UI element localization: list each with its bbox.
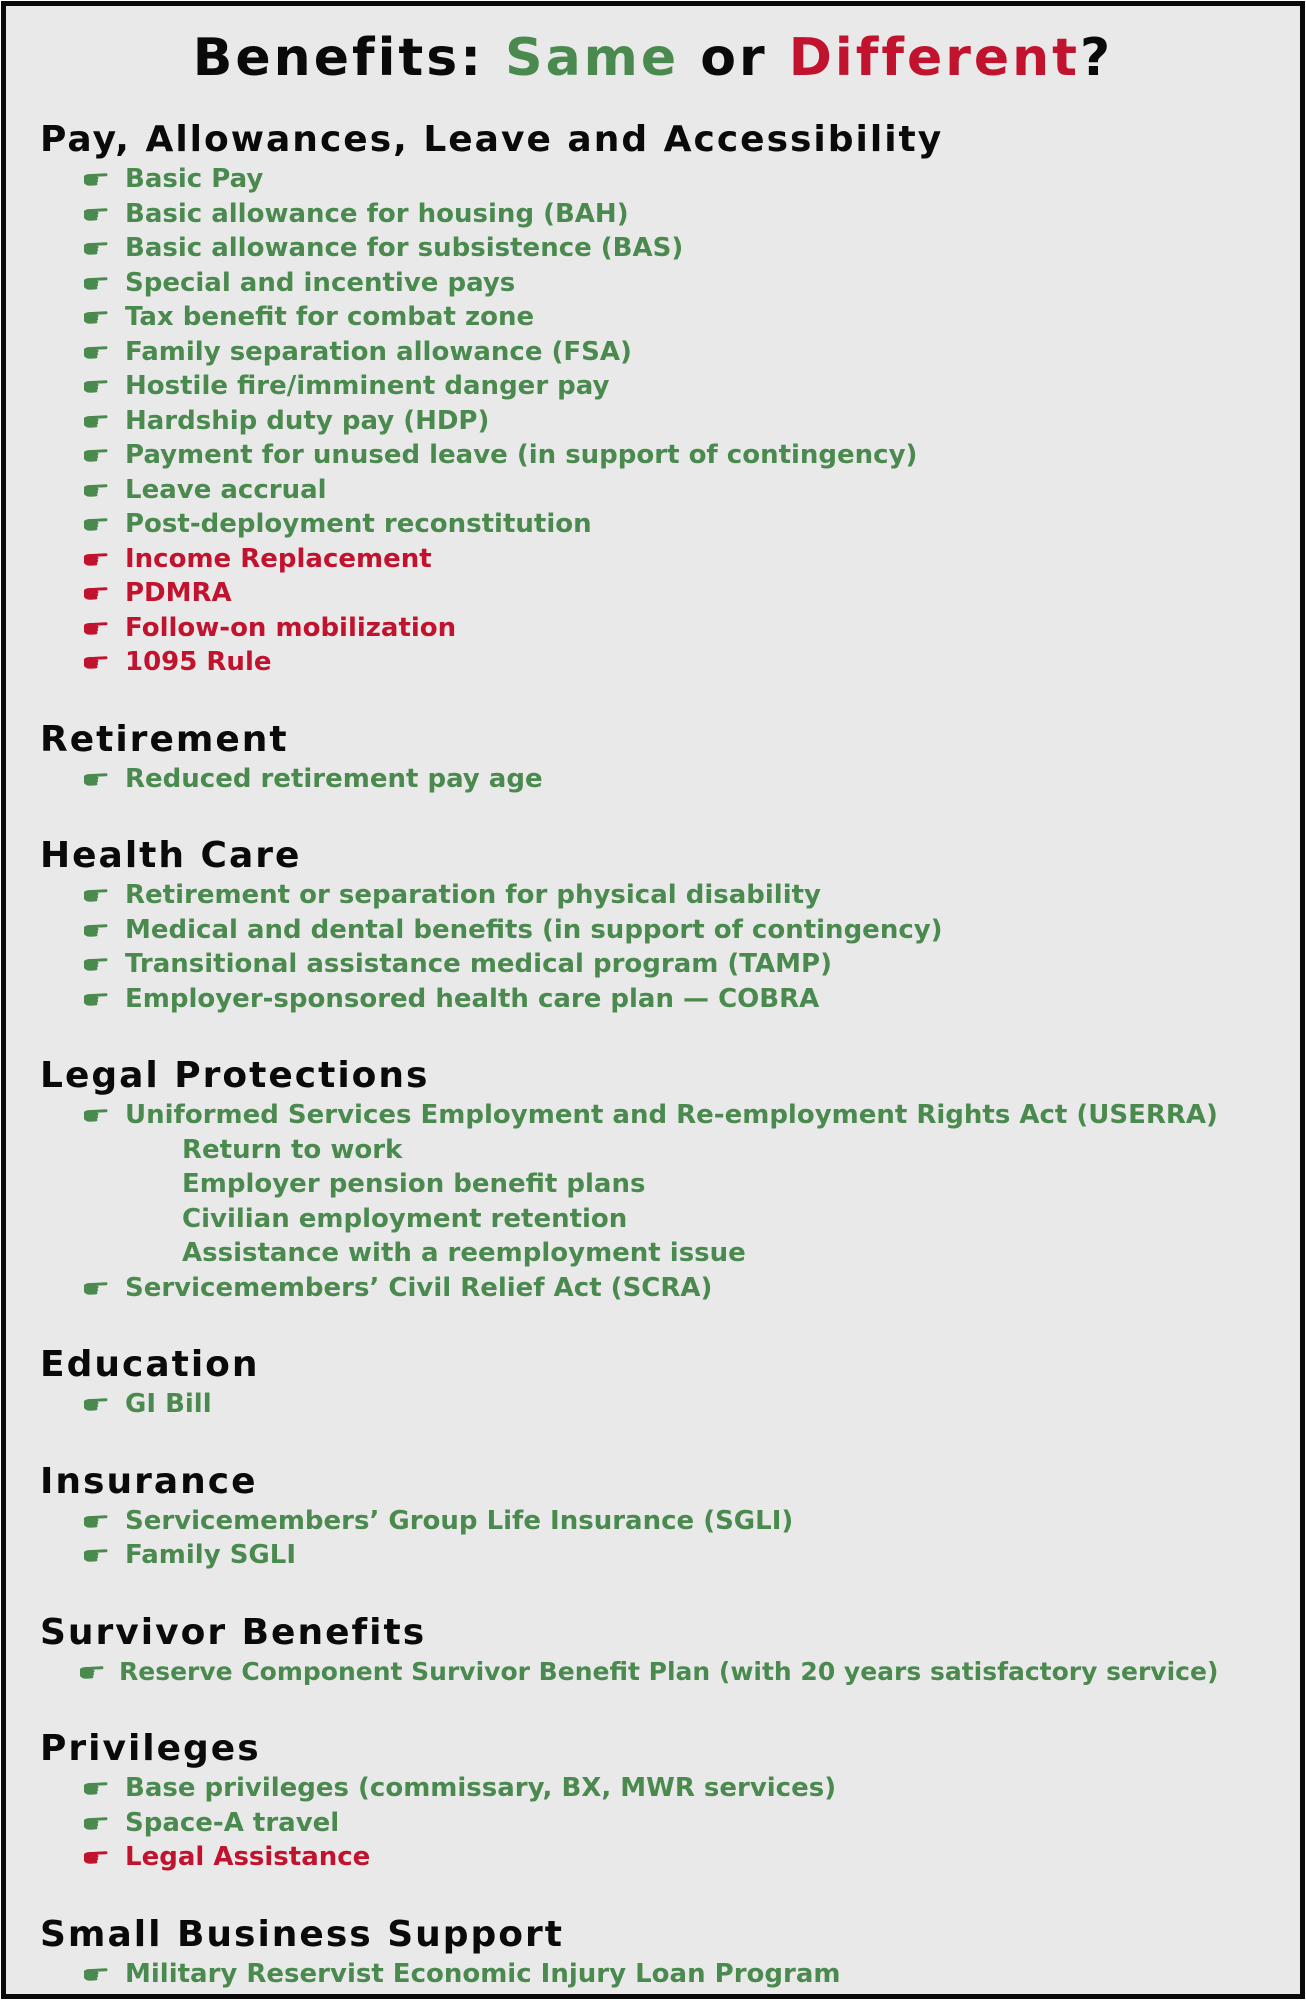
section-title: Privileges bbox=[40, 1728, 261, 1769]
benefit-item bbox=[40, 162, 1290, 197]
benefit-subitem: Assistance with a reemployment issue bbox=[182, 1238, 746, 1268]
benefit-item-text: Special and incentive pays bbox=[125, 267, 516, 298]
benefit-item bbox=[40, 1271, 1290, 1306]
benefit-item bbox=[40, 1771, 1290, 1806]
pointing-hand-icon bbox=[84, 1513, 108, 1529]
benefit-item bbox=[40, 1504, 1290, 1539]
title-question-mark: ? bbox=[1080, 28, 1114, 88]
benefit-item-text: Medical and dental benefits (in support of contingency) bbox=[125, 914, 943, 945]
benefit-item-text: Basic allowance for subsistence (BAS) bbox=[125, 233, 684, 263]
benefit-subitem: Return to work bbox=[182, 1134, 403, 1165]
benefit-item-text: Reduced retirement pay age bbox=[125, 763, 543, 794]
benefit-item-text: Family separation allowance (FSA) bbox=[125, 336, 632, 367]
benefit-item bbox=[40, 576, 1290, 611]
pointing-hand-icon bbox=[84, 585, 108, 601]
section-title: Small Business Support bbox=[40, 1913, 565, 1955]
benefit-item bbox=[40, 231, 1290, 266]
pointing-hand-icon bbox=[84, 344, 108, 360]
title-or: or bbox=[700, 28, 768, 88]
benefit-item-text: Retirement or separation for physical disability bbox=[125, 880, 821, 910]
benefit-subitem: Employer pension benefit plans bbox=[182, 1169, 646, 1199]
section-title: Survivor Benefits bbox=[40, 1611, 427, 1653]
benefit-list bbox=[40, 878, 1290, 1016]
benefit-item-text: 1095 Rule bbox=[125, 647, 272, 677]
benefit-item bbox=[40, 1098, 1290, 1133]
section-title: Retirement bbox=[40, 718, 289, 760]
benefit-item bbox=[40, 197, 1290, 232]
benefit-item bbox=[40, 947, 1290, 982]
pointing-hand-icon bbox=[84, 1280, 108, 1296]
pointing-hand-icon bbox=[84, 482, 108, 498]
benefit-item-text: Hardship duty pay (HDP) bbox=[125, 405, 490, 436]
benefit-subitem: Civilian employment retention bbox=[182, 1203, 628, 1234]
benefit-item-text: Legal Assistance bbox=[125, 1842, 371, 1872]
pointing-hand-icon bbox=[84, 171, 108, 187]
section-title: Pay, Allowances, Leave and Accessibility bbox=[40, 119, 944, 160]
benefit-item-text: Basic allowance for housing (BAH) bbox=[125, 198, 629, 229]
benefit-item bbox=[40, 300, 1290, 335]
benefit-list bbox=[40, 1504, 1290, 1573]
pointing-hand-icon bbox=[84, 1107, 108, 1123]
pointing-hand-icon bbox=[84, 551, 108, 567]
benefit-item bbox=[40, 438, 1290, 473]
benefit-item bbox=[40, 266, 1290, 301]
benefit-list bbox=[40, 1098, 1290, 1305]
pointing-hand-icon bbox=[80, 1664, 104, 1680]
benefit-item-text: PDMRA bbox=[125, 578, 232, 608]
benefit-item-text: Military Reservist Economic Injury Loan Program bbox=[125, 1958, 841, 1989]
benefit-item-text: Income Replacement bbox=[125, 543, 432, 574]
section-title: Health Care bbox=[40, 835, 302, 876]
title-different: Different bbox=[788, 28, 1081, 88]
benefit-item-text: Tax benefit for combat zone bbox=[125, 302, 535, 332]
benefit-item bbox=[40, 404, 1290, 439]
benefit-item bbox=[40, 335, 1290, 370]
pointing-hand-icon bbox=[84, 654, 108, 670]
benefit-item bbox=[40, 645, 1290, 680]
benefit-list bbox=[40, 162, 1290, 680]
pointing-hand-icon bbox=[84, 309, 108, 325]
benefit-sections bbox=[40, 118, 1290, 1991]
page-title bbox=[6, 28, 1300, 88]
benefit-item-text: Hostile fire/imminent danger pay bbox=[125, 371, 610, 401]
benefit-item bbox=[40, 1840, 1290, 1875]
benefit-item-text: Follow-on mobilization bbox=[125, 612, 457, 643]
benefit-list bbox=[40, 1957, 1290, 1992]
pointing-hand-icon bbox=[84, 275, 108, 291]
pointing-hand-icon bbox=[84, 378, 108, 394]
benefit-item-text: Transitional assistance medical program (TAMP) bbox=[125, 949, 832, 979]
pointing-hand-icon bbox=[84, 413, 108, 429]
benefit-item bbox=[40, 611, 1290, 646]
benefit-item-text: Servicemembers’ Group Life Insurance (SGLI) bbox=[125, 1505, 794, 1536]
benefit-item bbox=[40, 542, 1290, 577]
title-same: Same bbox=[505, 28, 680, 88]
benefit-item-text: Servicemembers’ Civil Relief Act (SCRA) bbox=[125, 1272, 713, 1303]
benefit-item-text: Base privileges (commissary, BX, MWR services) bbox=[125, 1773, 837, 1803]
title-lead: Benefits: bbox=[192, 28, 485, 88]
section-title: Legal Protections bbox=[40, 1055, 430, 1096]
benefit-item-text: Payment for unused leave (in support of contingency) bbox=[125, 440, 918, 470]
benefit-item bbox=[40, 507, 1290, 542]
benefit-list bbox=[40, 1771, 1290, 1875]
pointing-hand-icon bbox=[84, 447, 108, 463]
benefit-item bbox=[40, 1538, 1290, 1573]
benefit-item-text: Employer-sponsored health care plan — COBRA bbox=[125, 983, 820, 1014]
benefit-item-text: Post-deployment reconstitution bbox=[125, 509, 592, 539]
pointing-hand-icon bbox=[84, 1780, 108, 1796]
pointing-hand-icon bbox=[84, 956, 108, 972]
benefit-item bbox=[40, 369, 1290, 404]
benefits-panel bbox=[1, 1, 1305, 1999]
pointing-hand-icon bbox=[84, 240, 108, 256]
benefit-item bbox=[40, 1957, 1290, 1992]
benefit-item bbox=[40, 1655, 1290, 1690]
benefit-item bbox=[40, 878, 1290, 913]
benefit-item bbox=[40, 982, 1290, 1017]
benefit-item bbox=[40, 762, 1290, 797]
benefit-item-text: Family SGLI bbox=[125, 1540, 297, 1570]
pointing-hand-icon bbox=[84, 991, 108, 1007]
pointing-hand-icon bbox=[84, 206, 108, 222]
benefit-list bbox=[40, 762, 1290, 797]
pointing-hand-icon bbox=[84, 771, 108, 787]
benefit-item bbox=[40, 1806, 1290, 1841]
benefit-list bbox=[40, 1655, 1290, 1690]
benefit-item bbox=[40, 1387, 1290, 1422]
pointing-hand-icon bbox=[84, 620, 108, 636]
benefit-item-text: Space-A travel bbox=[125, 1807, 340, 1838]
benefit-item-text: GI Bill bbox=[125, 1389, 212, 1419]
benefit-item-text: Reserve Component Survivor Benefit Plan (with 20 years satisfactory service) bbox=[119, 1656, 1219, 1686]
benefit-list bbox=[40, 1387, 1290, 1422]
pointing-hand-icon bbox=[84, 1396, 108, 1412]
pointing-hand-icon bbox=[84, 1849, 108, 1865]
pointing-hand-icon bbox=[84, 1815, 108, 1831]
pointing-hand-icon bbox=[84, 516, 108, 532]
pointing-hand-icon bbox=[84, 1966, 108, 1982]
benefit-item bbox=[40, 913, 1290, 948]
section-title: Education bbox=[40, 1344, 260, 1385]
section-title: Insurance bbox=[40, 1460, 258, 1502]
pointing-hand-icon bbox=[84, 922, 108, 938]
pointing-hand-icon bbox=[84, 1547, 108, 1563]
benefit-item bbox=[40, 473, 1290, 508]
benefit-item-text: Leave accrual bbox=[125, 474, 327, 505]
pointing-hand-icon bbox=[84, 887, 108, 903]
benefit-item-text: Basic Pay bbox=[125, 164, 264, 194]
benefit-item-text: Uniformed Services Employment and Re-employment Rights Act (USERRA) bbox=[125, 1100, 1218, 1130]
